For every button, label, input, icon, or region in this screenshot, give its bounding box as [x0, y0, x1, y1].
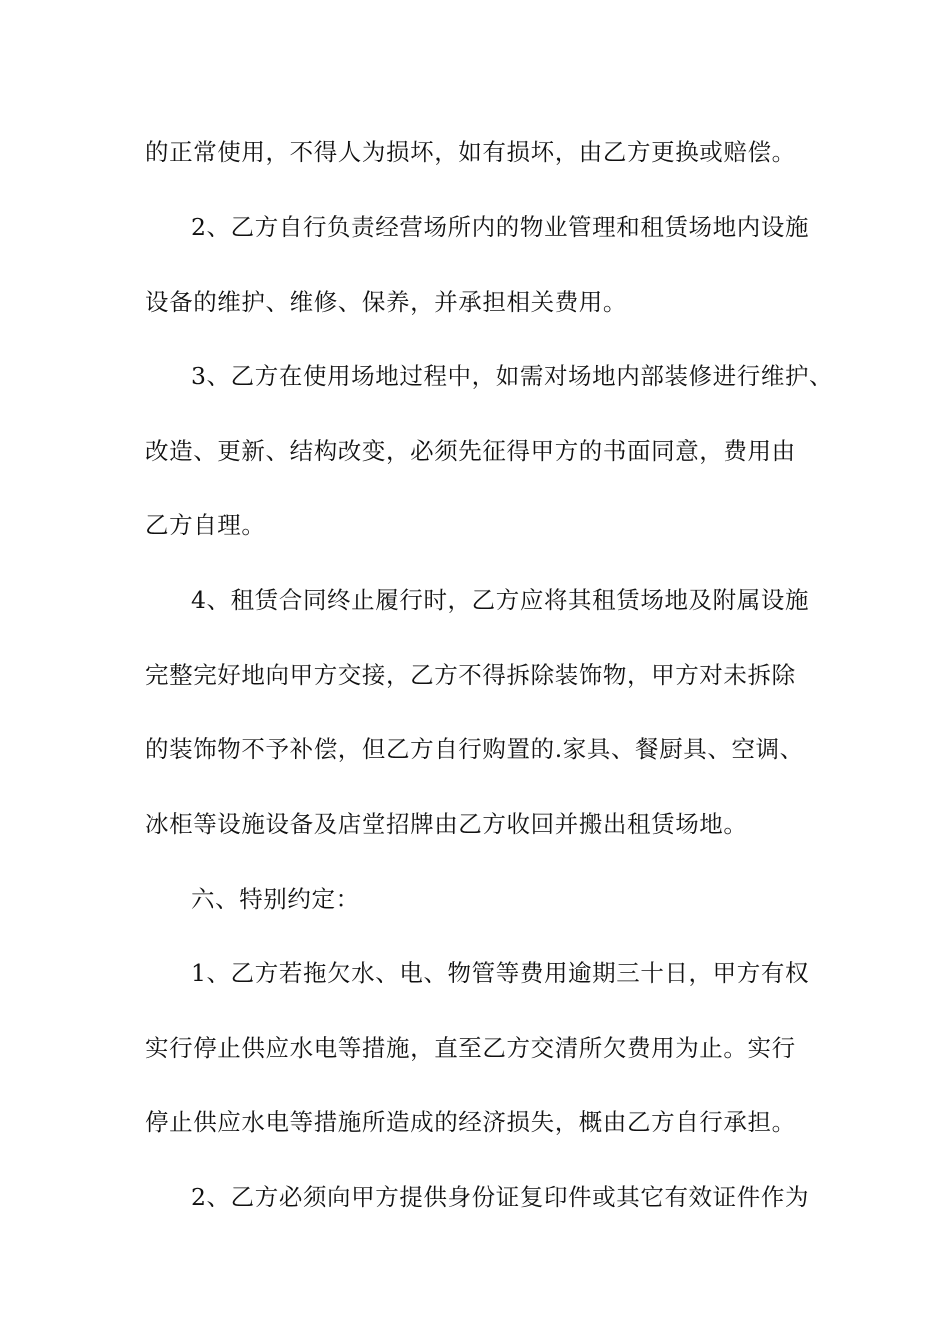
text-line: 冰柜等设施设备及店堂招牌由乙方收回并搬出租赁场地。 [145, 810, 748, 838]
text-line: 的装饰物不予补偿，但乙方自行购置的.家具、餐厨具、空调、 [145, 735, 804, 763]
text-line: 乙方自理。 [145, 511, 266, 539]
text-line: 2、乙方自行负责经营场所内的物业管理和租赁场地内设施 [191, 213, 810, 241]
text-line: 实行停止供应水电等措施，直至乙方交清所欠费用为止。实行 [145, 1034, 796, 1062]
text-line: 1、乙方若拖欠水、电、物管等费用逾期三十日，甲方有权 [191, 959, 810, 987]
text-line: 设备的维护、维修、保养，并承担相关费用。 [145, 288, 627, 316]
text-line: 停止供应水电等措施所造成的经济损失，概由乙方自行承担。 [145, 1108, 796, 1136]
text-line: 4、租赁合同终止履行时，乙方应将其租赁场地及附属设施 [191, 586, 810, 614]
text-line: 3、乙方在使用场地过程中，如需对场地内部装修进行维护、 [191, 362, 834, 390]
text-line: 的正常使用，不得人为损坏，如有损坏，由乙方更换或赔偿。 [145, 138, 796, 166]
text-line: 改造、更新、结构改变，必须先征得甲方的书面同意，费用由 [145, 437, 796, 465]
text-line: 2、乙方必须向甲方提供身份证复印件或其它有效证件作为 [191, 1183, 810, 1211]
section-heading: 六、特别约定： [191, 885, 360, 913]
text-line: 完整完好地向甲方交接，乙方不得拆除装饰物，甲方对未拆除 [145, 661, 796, 689]
